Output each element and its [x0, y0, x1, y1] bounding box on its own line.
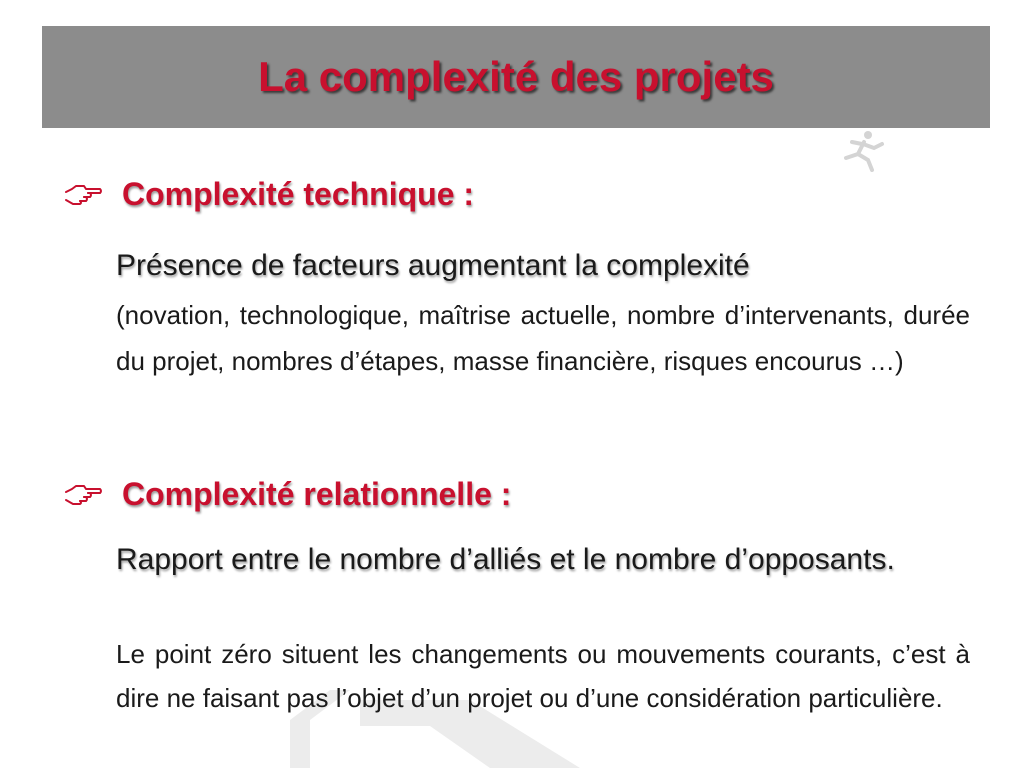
slide-title: La complexité des projets: [258, 53, 774, 100]
heading-complexite-relationnelle: Complexité relationnelle :: [122, 476, 512, 512]
body-text: (novation, technologique, maîtrise actuelle, nombre d’intervenants, durée du projet, nombres d’étapes, masse financière, risques encourus …): [116, 300, 970, 376]
title-band: [42, 26, 990, 128]
bullet-row: [64, 476, 511, 513]
lead-text: Présence de facteurs augmentant la complexité: [116, 249, 750, 282]
pointing-hand-icon: [64, 482, 104, 508]
runner-watermark-icon: [838, 128, 888, 172]
section-technique: [64, 176, 474, 213]
section-relationnelle: [64, 476, 511, 513]
heading-complexite-technique: Complexité technique :: [122, 176, 475, 212]
bullet-row: [64, 176, 474, 213]
lead-text: Rapport entre le nombre d’alliés et le nombre d’opposants.: [116, 543, 895, 576]
pointing-hand-icon: [64, 182, 104, 208]
body-text: Le point zéro situent les changements ou mouvements courants, c’est à dire ne faisant pas l’objet d’un projet ou d’une considération particulière.: [116, 639, 970, 713]
